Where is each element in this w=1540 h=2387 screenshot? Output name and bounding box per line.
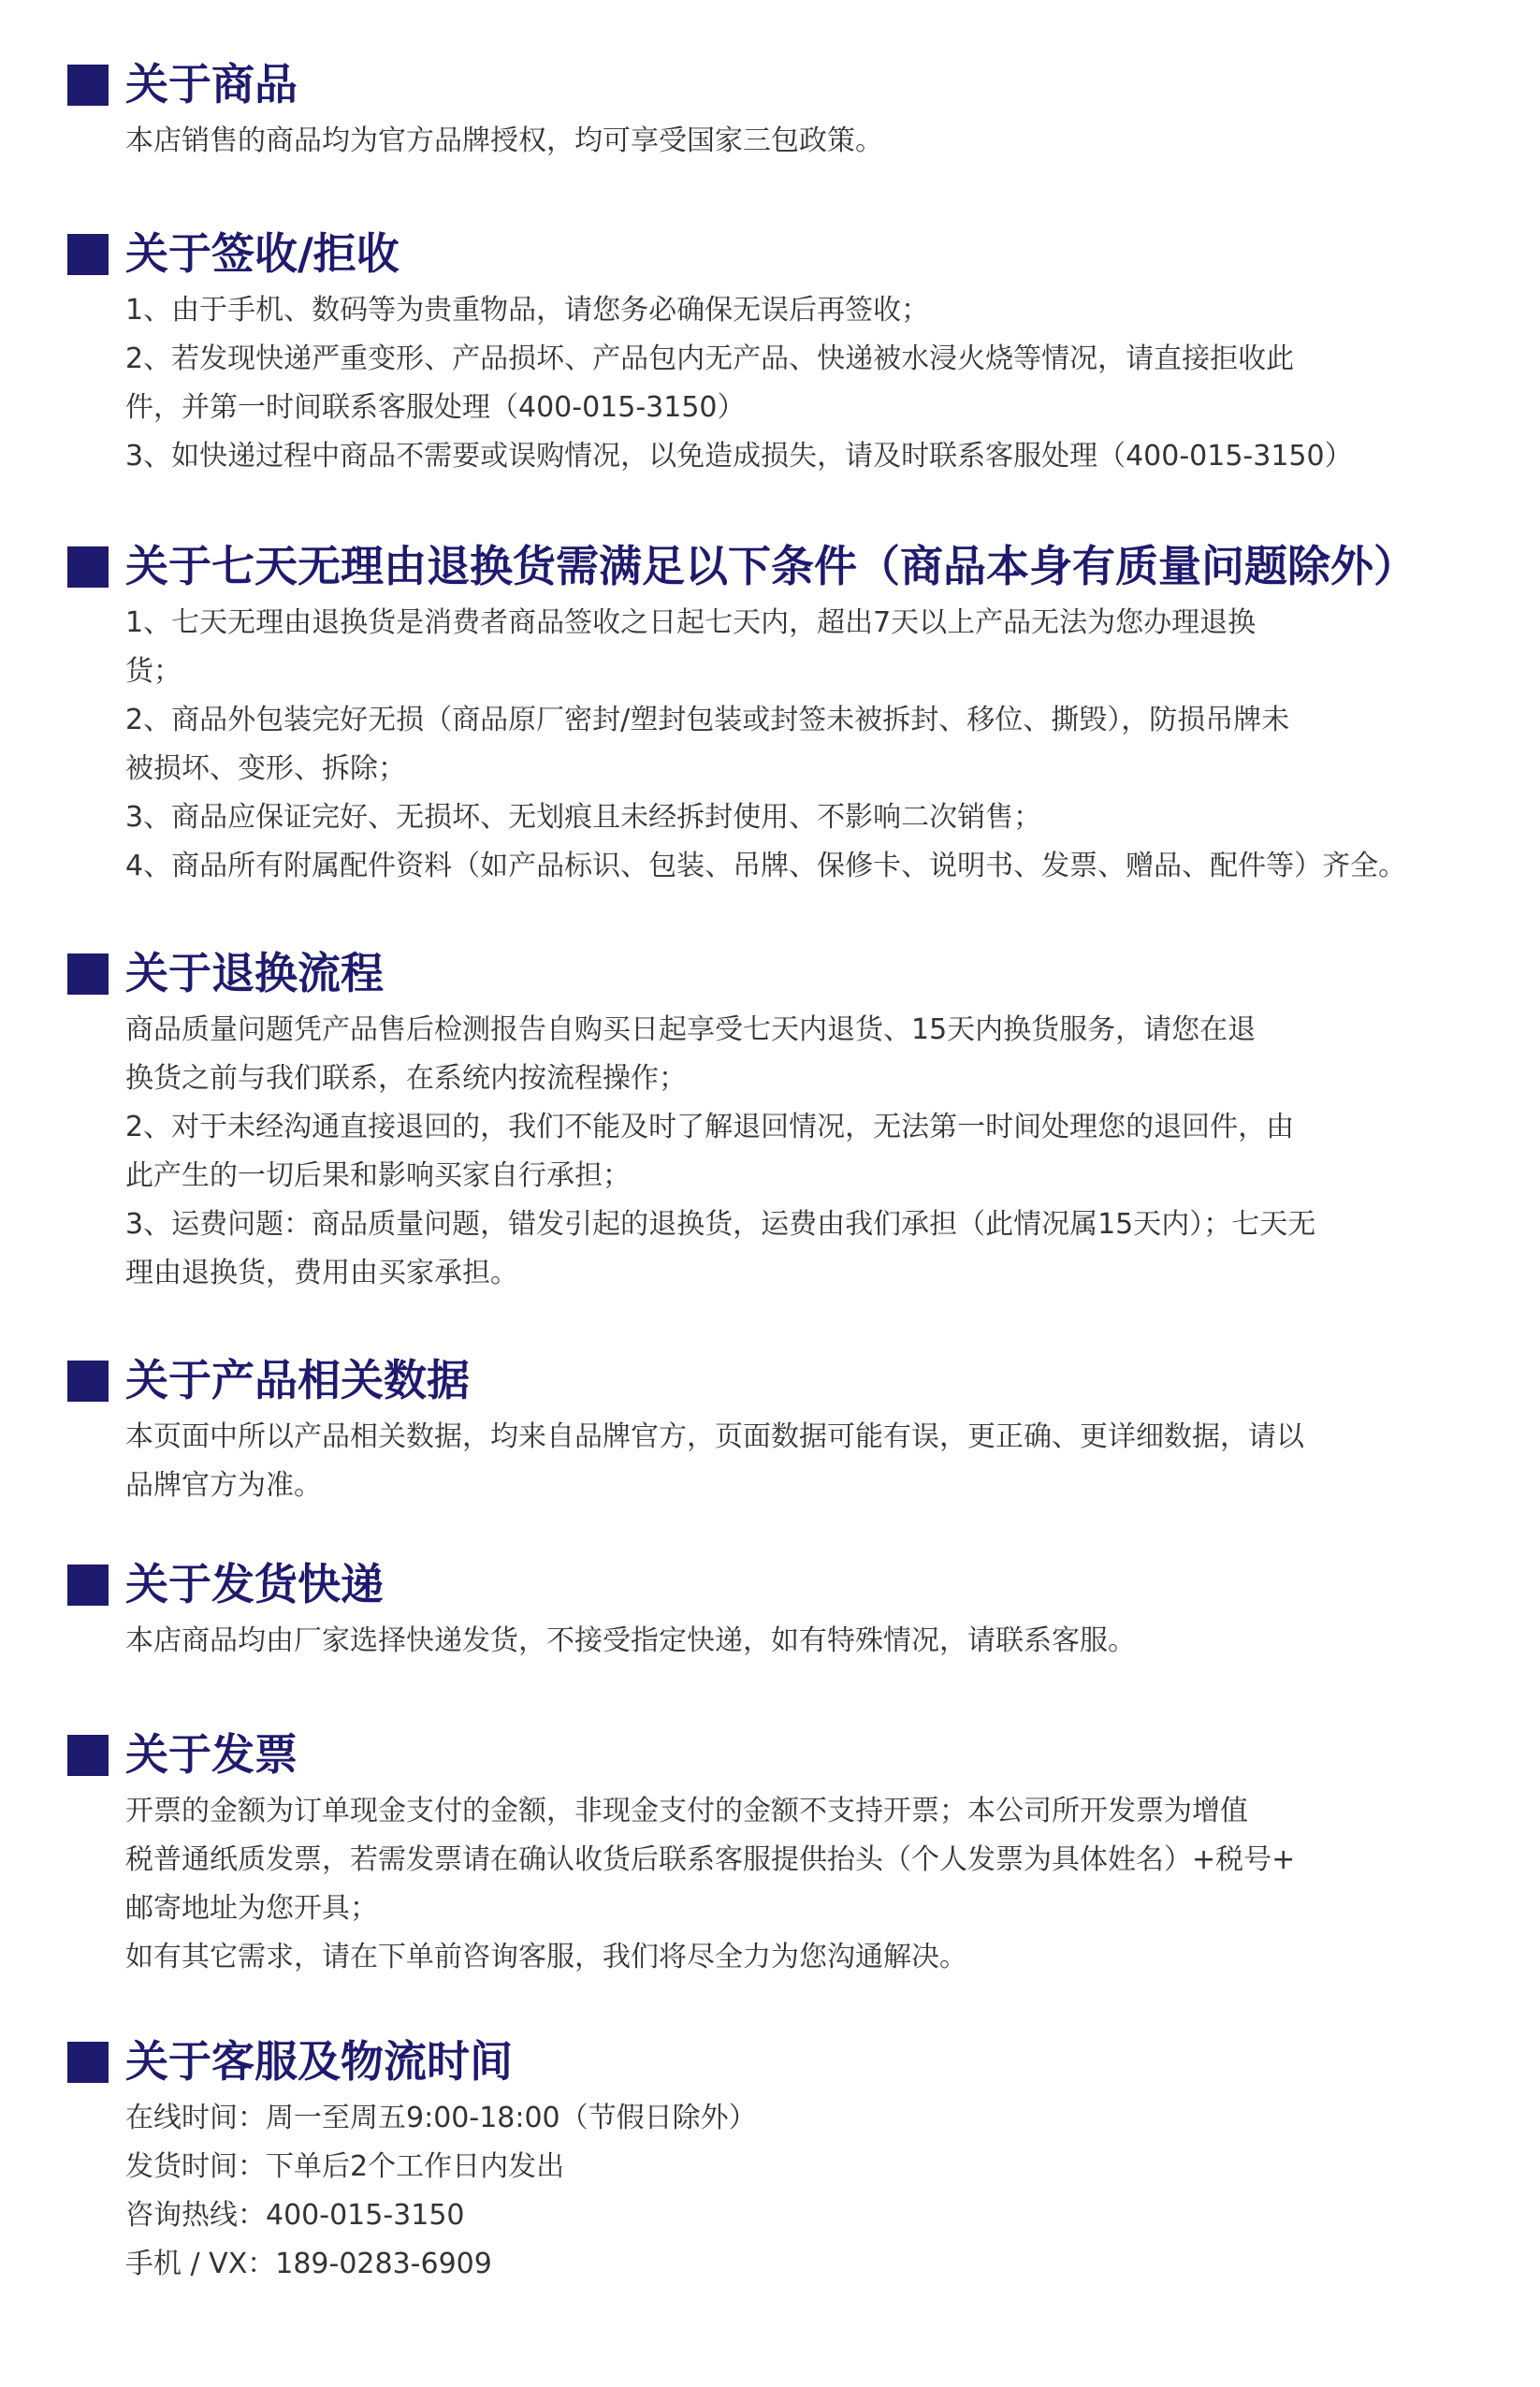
text-line: 开票的金额为订单现金支付的金额，非现金支付的金额不支持开票；本公司所开发票为增值	[125, 1795, 1248, 1827]
section-header	[67, 533, 1471, 599]
text-line: 品牌官方为准。	[125, 1469, 322, 1502]
section-invoice	[67, 1722, 1471, 1982]
section-body	[125, 1617, 1435, 1666]
section-body	[125, 286, 1435, 481]
square-bullet-icon	[67, 546, 109, 588]
text-line: 1、七天无理由退换货是消费者商品签收之日起七天内，超出7天以上产品无法为您办理退换	[125, 606, 1257, 639]
section-product-data	[67, 1347, 1471, 1510]
text-line: 换货之前与我们联系，在系统内按流程操作；	[125, 1062, 687, 1095]
section-about-sign-reject	[67, 221, 1471, 481]
shipping-time: 发货时间：下单后2个工作日内发出	[125, 2150, 565, 2183]
text-line: 3、运费问题：商品质量问题，错发引起的退换货，运费由我们承担（此情况属15天内）；七天无	[125, 1208, 1316, 1241]
square-bullet-icon	[67, 2042, 109, 2083]
section-seven-day-return	[67, 533, 1471, 891]
section-return-process	[67, 940, 1471, 1298]
section-body	[125, 1006, 1435, 1298]
section-header	[67, 51, 1471, 117]
section-body	[125, 1413, 1435, 1510]
section-header	[67, 940, 1471, 1006]
section-title: 关于签收/拒收	[125, 228, 400, 279]
section-header	[67, 1551, 1471, 1617]
text-line: 4、商品所有附属配件资料（如产品标识、包装、吊牌、保修卡、说明书、发票、赠品、配件等）齐全。	[125, 850, 1407, 882]
text-line: 商品质量问题凭产品售后检测报告自购买日起享受七天内退货、15天内换货服务，请您在退	[125, 1013, 1257, 1046]
text-line: 2、对于未经沟通直接退回的，我们不能及时了解退回情况，无法第一时间处理您的退回件，由	[125, 1111, 1295, 1143]
section-header	[67, 221, 1471, 286]
section-header	[67, 1347, 1471, 1413]
text-line: 理由退换货，费用由买家承担。	[125, 1257, 518, 1289]
text-line: 3、如快递过程中商品不需要或误购情况，以免造成损失，请及时联系客服处理（400-015-3150）	[125, 440, 1353, 473]
text-line: 税普通纸质发票，若需发票请在确认收货后联系客服提供抬头（个人发票为具体姓名）+税号+	[125, 1843, 1296, 1876]
section-header	[67, 2029, 1471, 2094]
text-line: 本店销售的商品均为官方品牌授权，均可享受国家三包政策。	[125, 124, 883, 157]
text-line: 1、由于手机、数码等为贵重物品，请您务必确保无误后再签收；	[125, 294, 930, 327]
square-bullet-icon	[67, 953, 109, 995]
section-title: 关于退换流程	[125, 948, 384, 998]
section-title: 关于发货快递	[125, 1559, 384, 1609]
section-shipping-courier	[67, 1551, 1471, 1666]
hotline: 咨询热线：400-015-3150	[125, 2199, 465, 2232]
square-bullet-icon	[67, 1361, 109, 1402]
text-line: 被损坏、变形、拆除；	[125, 752, 406, 785]
text-line: 件，并第一时间联系客服处理（400-015-3150）	[125, 391, 746, 424]
text-line: 本页面中所以产品相关数据，均来自品牌官方，页面数据可能有误，更正确、更详细数据，请以	[125, 1420, 1304, 1453]
section-body	[125, 599, 1435, 891]
text-line: 本店商品均由厂家选择快递发货，不接受指定快递，如有特殊情况，请联系客服。	[125, 1624, 1136, 1657]
text-line: 如有其它需求，请在下单前咨询客服，我们将尽全力为您沟通解决。	[125, 1941, 967, 1973]
section-about-product	[67, 51, 1471, 166]
section-header	[67, 1722, 1471, 1787]
mobile-wechat: 手机 / VX：189-0283-6909	[125, 2248, 492, 2280]
square-bullet-icon	[67, 1565, 109, 1606]
section-title: 关于发票	[125, 1729, 298, 1780]
online-hours: 在线时间：周一至周五9:00-18:00（节假日除外）	[125, 2102, 757, 2134]
section-title: 关于客服及物流时间	[125, 2036, 513, 2087]
section-service-logistics-time	[67, 2029, 1471, 2289]
section-title: 关于七天无理由退换货需满足以下条件（商品本身有质量问题除外）	[125, 541, 1417, 591]
section-title: 关于产品相关数据	[125, 1355, 470, 1405]
text-line: 2、若发现快递严重变形、产品损坏、产品包内无产品、快递被水浸火烧等情况，请直接拒收此	[125, 342, 1295, 375]
section-body	[125, 1787, 1435, 1982]
square-bullet-icon	[67, 234, 109, 275]
section-title: 关于商品	[125, 59, 298, 109]
text-line: 货；	[125, 655, 182, 688]
text-line: 2、商品外包装完好无损（商品原厂密封/塑封包装或封签未被拆封、移位、撕毁），防损吊牌未	[125, 704, 1290, 736]
square-bullet-icon	[67, 65, 109, 106]
text-line: 邮寄地址为您开具；	[125, 1892, 378, 1925]
text-line: 3、商品应保证完好、无损坏、无划痕且未经拆封使用、不影响二次销售；	[125, 801, 1042, 834]
square-bullet-icon	[67, 1735, 109, 1776]
section-body	[125, 117, 1435, 166]
section-body	[125, 2094, 1435, 2289]
text-line: 此产生的一切后果和影响买家自行承担；	[125, 1159, 631, 1192]
